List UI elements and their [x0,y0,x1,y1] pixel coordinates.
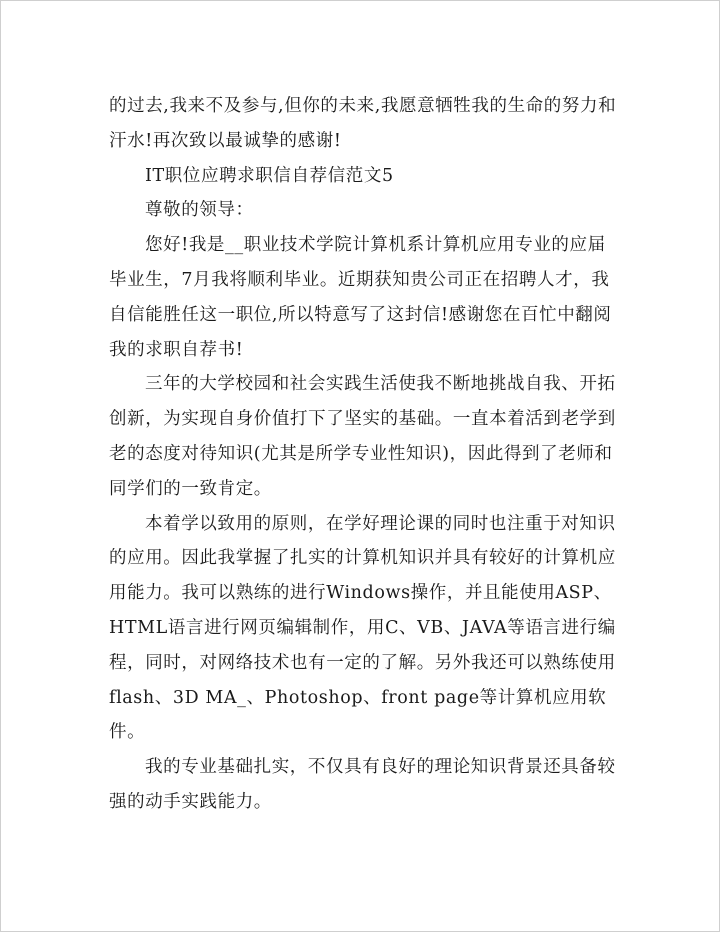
paragraph-title: IT职位应聘求职信自荐信范文5 [145,165,394,186]
paragraph-closing-thanks: 的过去,我来不及参与,但你的未来,我愿意牺牲我的生命的努力和汗水!再次致以最诚挚的感谢! [109,96,617,151]
paragraph-university-life: 三年的大学校园和社会实践生活使我不断地挑战自我、开拓创新，为实现自身价值打下了坚实的基础。一直本着活到老学到老的态度对待知识(尤其是所学专业性知识)，因此得到了老师和同学们的一致肯定。 [109,374,616,499]
paragraph-computer-skills: 本着学以致用的原则，在学好理论课的同时也注重于对知识的应用。因此我掌握了扎实的计算机知识并具有较好的计算机应用能力。我可以熟练的进行Windows操作，并且能使用ASP、HTML语言进行网页编辑制作，用C、VB、JAVA等语言进行编程，同时，对网络技术也有一定的了解。另外我还可以熟练使用flash、3D MA_、Photoshop、front page等计算机应用软件。 [109,513,616,743]
paragraph-practical-ability: 我的专业基础扎实，不仅具有良好的理论知识背景还具备较强的动手实践能力。 [109,757,616,812]
paragraph-salutation: 尊敬的领导： [145,200,254,221]
paragraph-introduction: 您好!我是__职业技术学院计算机系计算机应用专业的应届毕业生，7月我将顺利毕业。近期获知贵公司正在招聘人才，我自信能胜任这一职位,所以特意写了这封信!感谢您在百忙中翻阅我的求职自荐书! [109,235,612,360]
document-body [109,89,619,820]
